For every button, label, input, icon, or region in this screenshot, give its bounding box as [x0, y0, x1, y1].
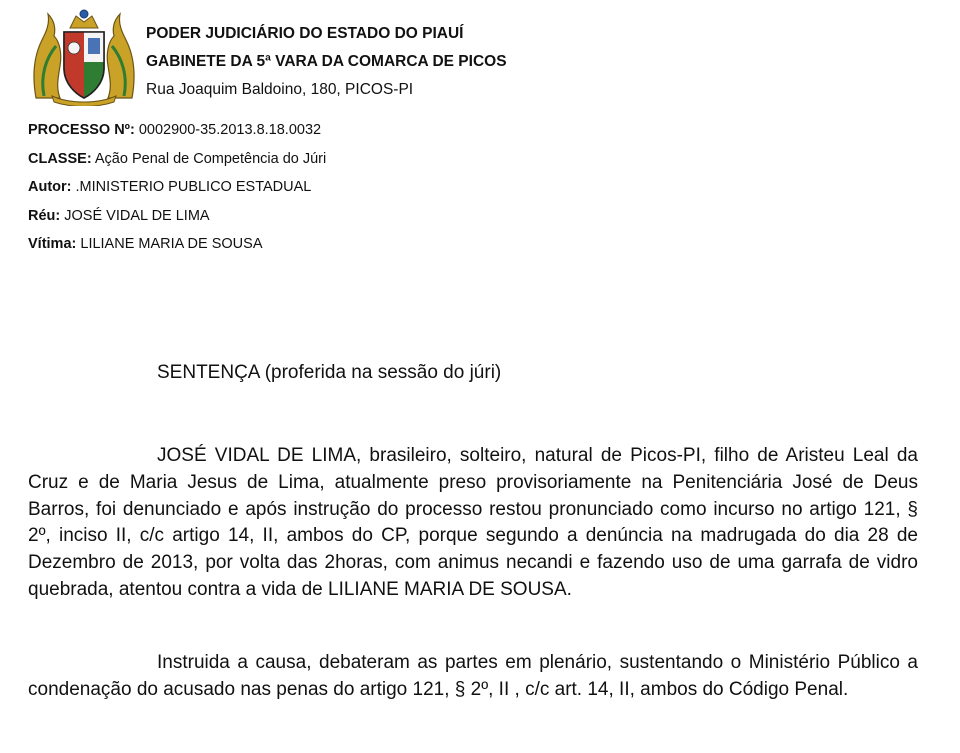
body-paragraph-2: Instruida a causa, debateram as partes em plenário, sustentando o Ministério Público a condenação do acusado nas penas do artigo 121, § 2º, II , c/c art. 14, II, ambos do Código Penal. — [28, 652, 918, 700]
meta-reu — [28, 202, 326, 231]
meta-classe — [28, 145, 326, 174]
vitima-value: LILIANE MARIA DE SOUSA — [80, 236, 263, 252]
meta-processo — [28, 116, 326, 145]
body-paragraph-1: JOSÉ VIDAL DE LIMA, brasileiro, solteiro, natural de Picos-PI, filho de Aristeu Leal da Cruz e de Maria Jesus de Lima, atualmente preso provisoriamente na Penitenciária José de Deus Barros, foi denunciado e após instrução do processo restou pronunciado como incurso no artigo 121, § 2º, inciso II, c/c artigo 14, II, ambos do CP, porque segundo a denúncia na madrugada do dia 28 de Dezembro de 2013, por volta das 2horas, com animus necandi e fazendo uso de uma garrafa de vidro quebrada, atentou contra a vida de LILIANE MARIA DE SOUSA. — [28, 445, 918, 600]
coat-of-arms-icon — [30, 6, 138, 106]
case-metadata — [28, 116, 326, 259]
letterhead — [146, 20, 507, 104]
reu-label: Réu: — [28, 207, 61, 224]
court-name: PODER JUDICIÁRIO DO ESTADO DO PIAUÍ — [146, 25, 464, 42]
document-title: SENTENÇA (proferida na sessão do júri) — [157, 362, 502, 383]
meta-autor — [28, 173, 326, 202]
processo-label: PROCESSO Nº: — [28, 122, 135, 138]
autor-value: .MINISTERIO PUBLICO ESTADUAL — [75, 179, 312, 195]
classe-label: CLASSE: — [28, 150, 92, 167]
court-address: Rua Joaquim Baldoino, 180, PICOS-PI — [146, 81, 414, 98]
chamber-name: GABINETE DA 5ª VARA DA COMARCA DE PICOS — [146, 53, 507, 70]
vitima-label: Vítima: — [28, 236, 77, 252]
classe-value: Ação Penal de Competência do Júri — [94, 150, 327, 167]
processo-value: 0002900-35.2013.8.18.0032 — [138, 122, 322, 138]
autor-label: Autor: — [28, 179, 72, 195]
meta-vitima — [28, 230, 326, 259]
reu-value: JOSÉ VIDAL DE LIMA — [64, 207, 210, 224]
